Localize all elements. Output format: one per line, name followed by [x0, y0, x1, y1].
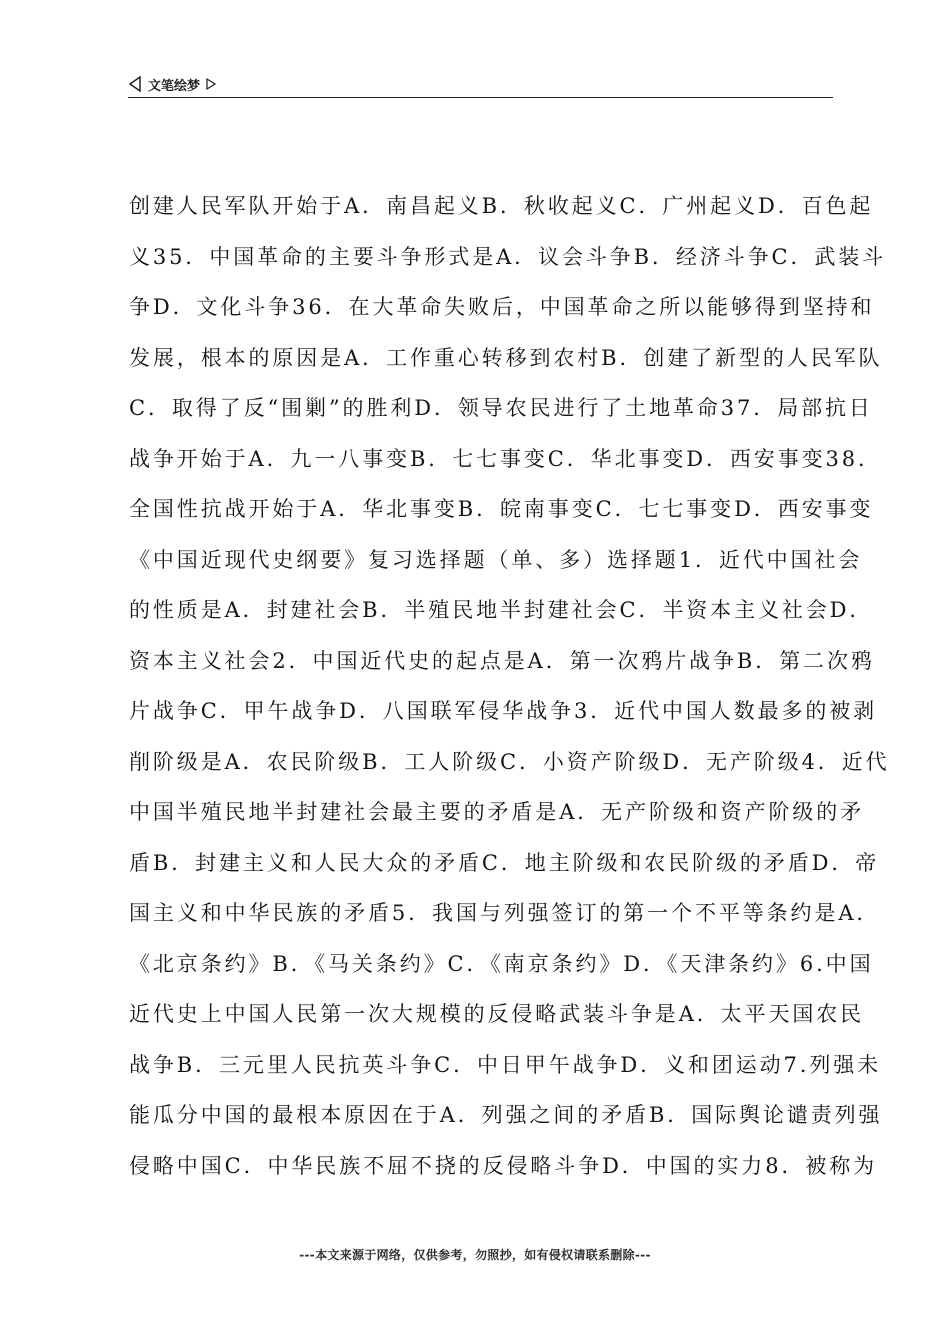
body-line: 《中国近现代史纲要》复习选择题（单、多）选择题1．近代中国社会	[129, 547, 863, 572]
body-line: 发展，根本的原因是A．工作重心转移到农村B．创建了新型的人民军队	[129, 345, 883, 370]
page-header	[128, 74, 833, 98]
body-line: 战争B．三元里人民抗英斗争C．中日甲午战争D．义和团运动7.列强未	[129, 1052, 882, 1077]
body-line: 义35．中国革命的主要斗争形式是A．议会斗争B．经济斗争C．武装斗	[129, 244, 887, 269]
body-line: 的性质是A．封建社会B．半殖民地半封建社会C．半资本主义社会D．	[129, 598, 874, 622]
body-line: 侵略中国C．中华民族不屈不挠的反侵略斗争D．中国的实力8．被称为	[129, 1153, 878, 1178]
body-line: 片战争C．甲午战争D．八国联军侵华战争3．近代中国人数最多的被剥	[129, 699, 878, 723]
body-line: 能瓜分中国的最根本原因在于A．列强之间的矛盾B．国际舆论谴责列强	[129, 1103, 883, 1127]
footer-disclaimer: ---本文来源于网络，仅供参考，勿照抄，如有侵权请联系删除---	[299, 1248, 651, 1262]
body-line: 近代史上中国人民第一次大规模的反侵略武装斗争是A．太平天国农民	[129, 1002, 865, 1026]
document-body	[129, 187, 890, 1197]
body-line: 战争开始于A．九一八事变B．七七事变C．华北事变D．西安事变38．	[129, 446, 882, 471]
body-line: 中国半殖民地半封建社会最主要的矛盾是A．无产阶级和资产阶级的矛	[129, 800, 865, 824]
triangle-right-outline-icon	[206, 78, 216, 90]
body-line: 创建人民军队开始于A．南昌起义B．秋收起义C．广州起义D．百色起	[129, 194, 874, 218]
body-line: 全国性抗战开始于A．华北事变B．皖南事变C．七七事变D．西安事变	[129, 497, 874, 521]
body-line: 《北京条约》B．《马关条约》C．《南京条约》D．《天津条约》6.中国	[129, 951, 874, 976]
body-line: C．取得了反“围剿”的胜利D．领导农民进行了土地革命37．局部抗日	[129, 396, 873, 420]
body-line: 国主义和中华民族的矛盾5．我国与列强签订的第一个不平等条约是A．	[129, 901, 881, 925]
body-line: 资本主义社会2．中国近代史的起点是A．第一次鸦片战争B．第二次鸦	[129, 648, 875, 673]
body-line: 盾B．封建主义和人民大众的矛盾C．地主阶级和农民阶级的矛盾D．帝	[129, 850, 880, 875]
triangle-left-outline-icon	[128, 76, 142, 92]
body-line: 削阶级是A．农民阶级B．工人阶级C．小资产阶级D．无产阶级4．近代	[129, 749, 890, 774]
header-brand-group	[128, 74, 216, 94]
header-brand-text: 文笔绘梦	[148, 78, 201, 94]
body-line: 争D．文化斗争36．在大革命失败后，中国革命之所以能够得到坚持和	[129, 295, 875, 319]
